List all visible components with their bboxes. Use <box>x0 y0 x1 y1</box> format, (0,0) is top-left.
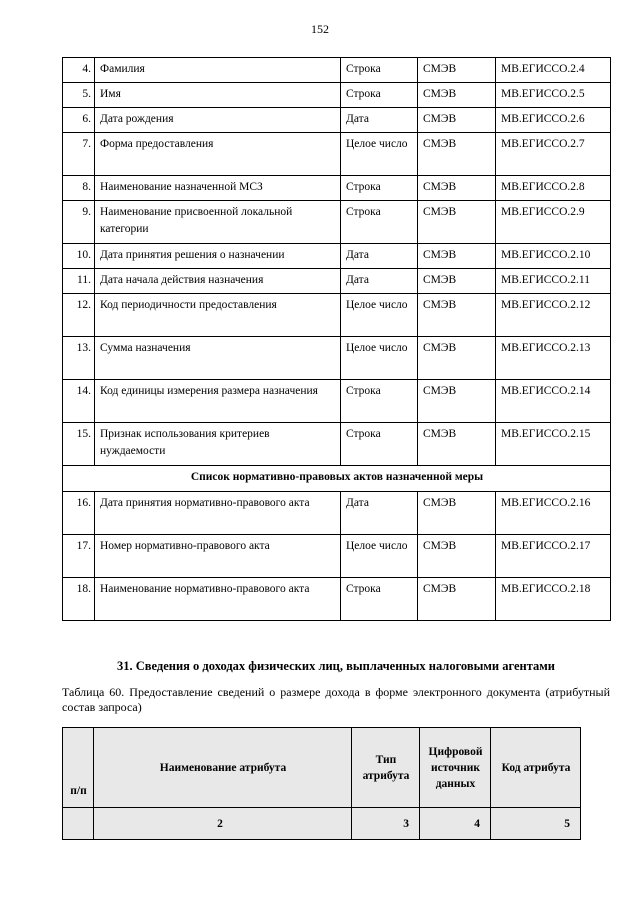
attribute-name: Номер нормативно-правового акта <box>95 535 341 578</box>
attribute-type: Строка <box>341 176 418 201</box>
attribute-name: Форма предоставления <box>95 133 341 176</box>
row-number: 4. <box>63 58 95 83</box>
table-row <box>63 578 611 621</box>
attribute-code: МВ.ЕГИССО.2.16 <box>496 492 611 535</box>
header-cell-name: Наименование атрибута <box>94 728 352 808</box>
attribute-code: МВ.ЕГИССО.2.15 <box>496 423 611 466</box>
row-number: 12. <box>63 294 95 337</box>
attribute-code: МВ.ЕГИССО.2.7 <box>496 133 611 176</box>
table-row <box>63 269 611 294</box>
table-row <box>63 83 611 108</box>
header-cell-code: Код атрибута <box>491 728 581 808</box>
attribute-code: МВ.ЕГИССО.2.6 <box>496 108 611 133</box>
attribute-type: Строка <box>341 578 418 621</box>
attribute-type: Дата <box>341 244 418 269</box>
attribute-type: Целое число <box>341 294 418 337</box>
data-source: СМЭВ <box>418 244 496 269</box>
attribute-type: Дата <box>341 492 418 535</box>
column-number: 4 <box>420 808 491 840</box>
row-number: 9. <box>63 201 95 244</box>
table-caption: Таблица 60. Предоставление сведений о размере дохода в форме электронного документа (атрибутный состав запроса) <box>62 685 610 714</box>
attribute-name: Дата принятия нормативно-правового акта <box>95 492 341 535</box>
data-source: СМЭВ <box>418 380 496 423</box>
table-row <box>63 535 611 578</box>
attribute-type: Целое число <box>341 133 418 176</box>
data-source: СМЭВ <box>418 423 496 466</box>
attribute-type: Строка <box>341 380 418 423</box>
attribute-code: МВ.ЕГИССО.2.4 <box>496 58 611 83</box>
attribute-type: Целое число <box>341 535 418 578</box>
data-source: СМЭВ <box>418 578 496 621</box>
attribute-type: Целое число <box>341 337 418 380</box>
attribute-name: Наименование присвоенной локальной категории <box>95 201 341 244</box>
header-cell-pp: п/п <box>63 728 94 808</box>
attribute-name: Сумма назначения <box>95 337 341 380</box>
attribute-name: Имя <box>95 83 341 108</box>
column-number: 2 <box>94 808 352 840</box>
table-row <box>63 423 611 466</box>
table-row <box>63 492 611 535</box>
data-source: СМЭВ <box>418 108 496 133</box>
column-number: 5 <box>491 808 581 840</box>
table-row <box>63 108 611 133</box>
row-number: 14. <box>63 380 95 423</box>
header-row <box>63 728 581 808</box>
table-row <box>63 294 611 337</box>
attribute-name: Код единицы измерения размера назначения <box>95 380 341 423</box>
table-row <box>63 244 611 269</box>
data-source: СМЭВ <box>418 492 496 535</box>
attribute-name: Дата рождения <box>95 108 341 133</box>
attribute-type: Строка <box>341 83 418 108</box>
data-source: СМЭВ <box>418 269 496 294</box>
table-row <box>63 176 611 201</box>
header-cell-source: Цифровой источник данных <box>420 728 491 808</box>
row-number: 5. <box>63 83 95 108</box>
attribute-code: МВ.ЕГИССО.2.12 <box>496 294 611 337</box>
row-number: 13. <box>63 337 95 380</box>
attribute-type: Дата <box>341 269 418 294</box>
row-number: 8. <box>63 176 95 201</box>
table-row <box>63 201 611 244</box>
table-row <box>63 58 611 83</box>
data-source: СМЭВ <box>418 83 496 108</box>
attribute-name: Дата принятия решения о назначении <box>95 244 341 269</box>
attribute-type: Строка <box>341 423 418 466</box>
attribute-name: Наименование нормативно-правового акта <box>95 578 341 621</box>
table-row <box>63 337 611 380</box>
table-row <box>63 380 611 423</box>
data-source: СМЭВ <box>418 337 496 380</box>
row-number: 10. <box>63 244 95 269</box>
attribute-code: МВ.ЕГИССО.2.11 <box>496 269 611 294</box>
data-source: СМЭВ <box>418 535 496 578</box>
attribute-code: МВ.ЕГИССО.2.17 <box>496 535 611 578</box>
data-source: СМЭВ <box>418 176 496 201</box>
attribute-name: Наименование назначенной МСЗ <box>95 176 341 201</box>
attribute-type: Дата <box>341 108 418 133</box>
column-number: 3 <box>352 808 420 840</box>
data-source: СМЭВ <box>418 294 496 337</box>
attribute-code: МВ.ЕГИССО.2.9 <box>496 201 611 244</box>
row-number: 18. <box>63 578 95 621</box>
attribute-name: Дата начала действия назначения <box>95 269 341 294</box>
attribute-name: Признак использования критериев нуждаемости <box>95 423 341 466</box>
header-cell-type: Тип атрибута <box>352 728 420 808</box>
attribute-code: МВ.ЕГИССО.2.5 <box>496 83 611 108</box>
page-number: 152 <box>311 22 329 36</box>
section-title: Список нормативно-правовых актов назначенной меры <box>63 466 611 492</box>
attribute-code: МВ.ЕГИССО.2.10 <box>496 244 611 269</box>
attribute-code: МВ.ЕГИССО.2.13 <box>496 337 611 380</box>
data-source: СМЭВ <box>418 133 496 176</box>
data-source: СМЭВ <box>418 58 496 83</box>
attribute-code: МВ.ЕГИССО.2.18 <box>496 578 611 621</box>
row-number: 6. <box>63 108 95 133</box>
row-number: 7. <box>63 133 95 176</box>
attribute-code: МВ.ЕГИССО.2.14 <box>496 380 611 423</box>
attribute-type: Строка <box>341 58 418 83</box>
income-attributes-table <box>62 727 581 840</box>
attributes-table-continued <box>62 57 611 621</box>
attribute-code: МВ.ЕГИССО.2.8 <box>496 176 611 201</box>
row-number: 15. <box>63 423 95 466</box>
row-number: 16. <box>63 492 95 535</box>
section-row <box>63 466 611 492</box>
attribute-name: Код периодичности предоставления <box>95 294 341 337</box>
column-numbers-row <box>63 808 581 840</box>
section-heading: 31. Сведения о доходах физических лиц, выплаченных налоговыми агентами <box>116 659 555 673</box>
column-number <box>63 808 94 840</box>
data-source: СМЭВ <box>418 201 496 244</box>
row-number: 11. <box>63 269 95 294</box>
attribute-name: Фамилия <box>95 58 341 83</box>
row-number: 17. <box>63 535 95 578</box>
attribute-type: Строка <box>341 201 418 244</box>
table-row <box>63 133 611 176</box>
